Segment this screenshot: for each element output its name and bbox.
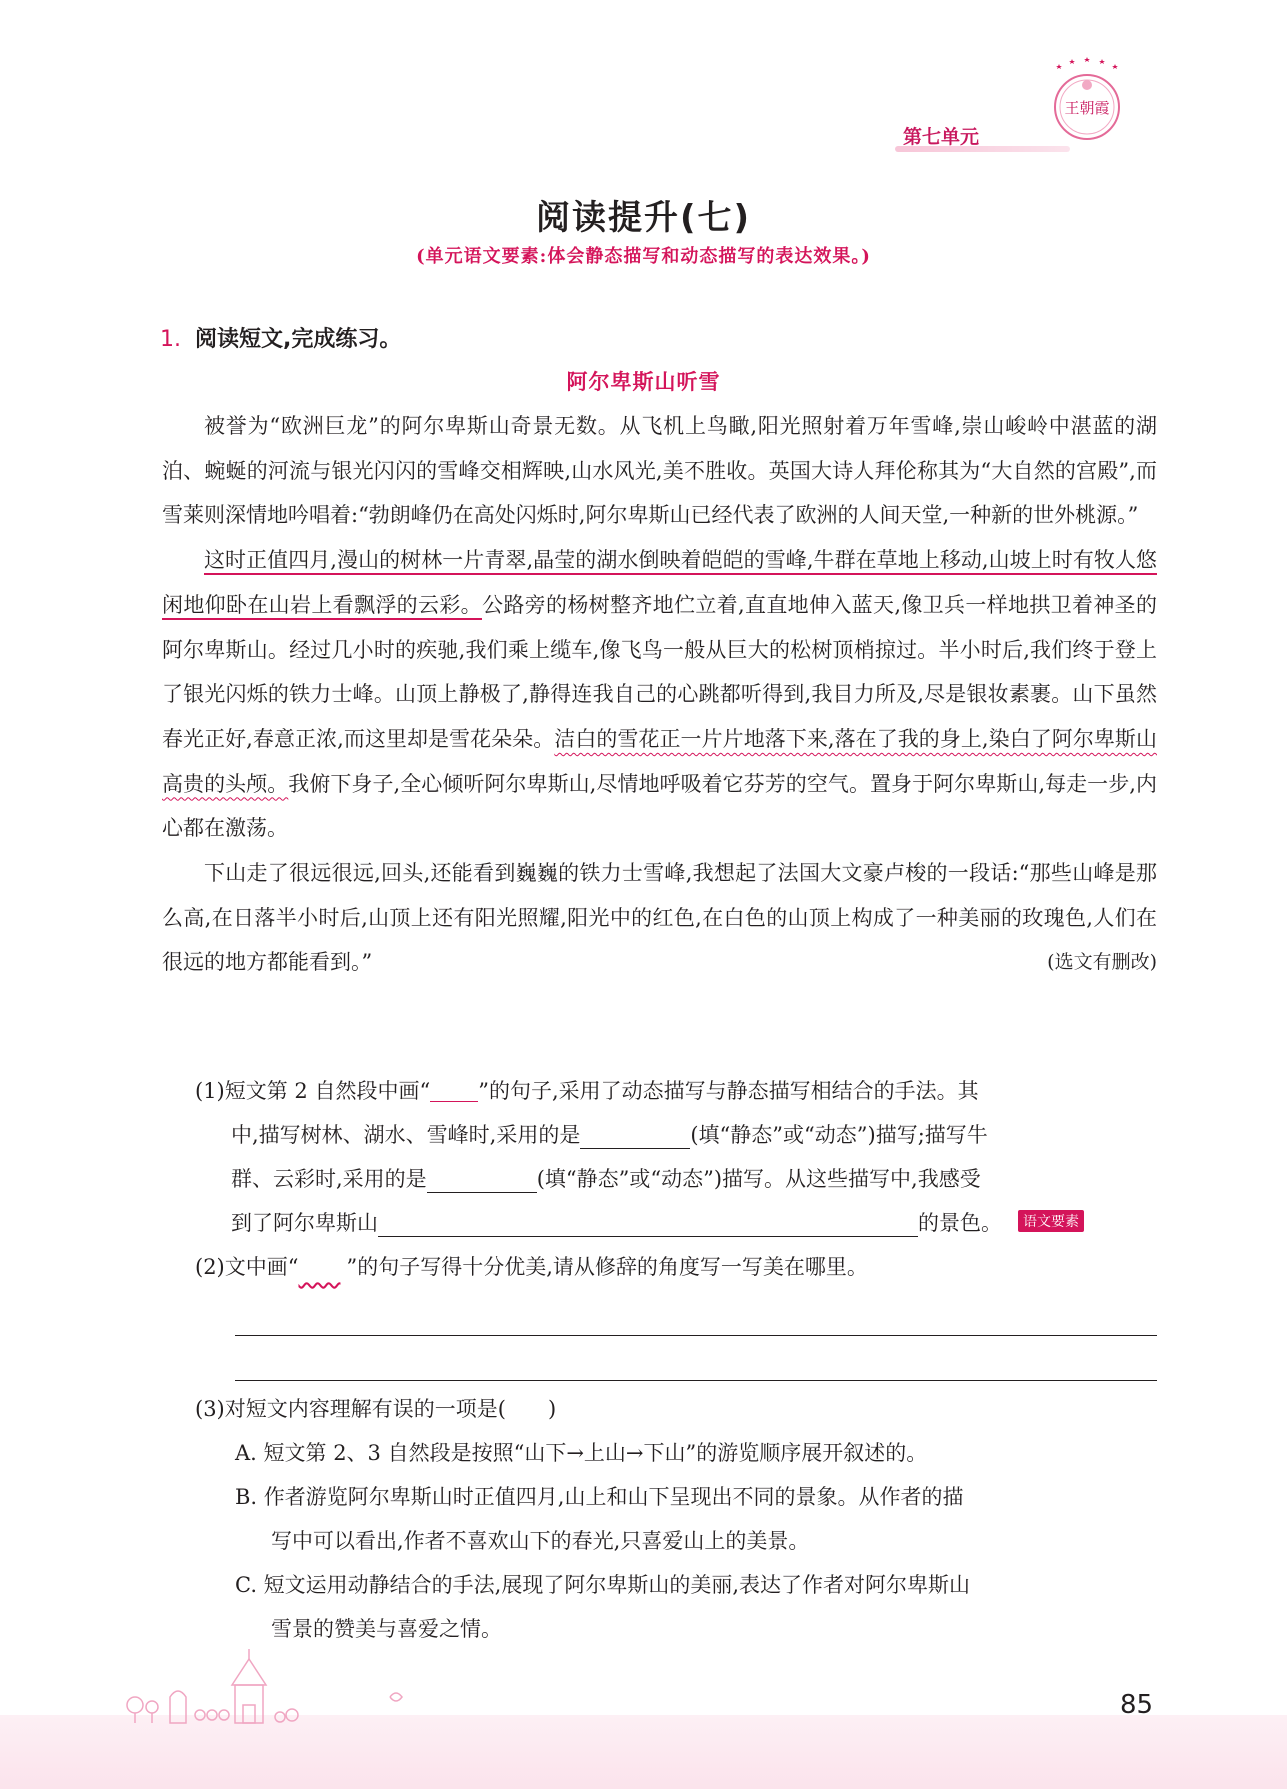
page-number: 85 bbox=[1120, 1690, 1154, 1720]
wavy-underlined-sentence: 洁白的雪花正一片片地落下来,落在了我的身上,染白了阿尔卑斯山高贵的头颅。 bbox=[162, 726, 1157, 796]
page-title: 阅读提升(七) bbox=[535, 198, 752, 238]
wavy-underline-mark bbox=[298, 1255, 346, 1276]
q3-option-a[interactable]: A. 短文第 2、3 自然段是按照“山下→上山→下山”的游览顺序展开叙述的。 bbox=[235, 1441, 928, 1465]
question-prompt: 阅读短文,完成练习。 bbox=[195, 327, 402, 352]
blank-3[interactable] bbox=[378, 1236, 918, 1237]
q3-option-c-cont: 雪景的赞美与喜爱之情。 bbox=[271, 1617, 502, 1641]
story-title: 阿尔卑斯山听雪 bbox=[566, 370, 721, 394]
q2-line: (2)文中画“ ”的句子写得十分优美,请从修辞的角度写一写美在哪里。 bbox=[195, 1255, 868, 1279]
paragraph-2-middle: 公路旁的杨树整齐地伫立着,直直地伸入蓝天,像卫兵一样地拱卫着神圣的阿尔卑斯山。经过几小时的疾驰,我们乘上缆车,像飞鸟一般从巨大的松树顶梢掠过。半小时后,我们终于登上了银光闪烁的铁力士峰。山顶上静极了,静得连我自己的心跳都听得到,我目力所及,尽是银妆素裹。山下虽然春光正好,春意正浓,而这里却是雪花朵朵。 bbox=[162, 592, 1157, 751]
blank-1[interactable] bbox=[580, 1148, 690, 1149]
unit-tag bbox=[895, 122, 1070, 152]
paragraph-2-end: 我俯下身子,全心倾听阿尔卑斯山,尽情地呼吸着它芬芳的空气。置身于阿尔卑斯山,每走一步,内心都在激荡。 bbox=[162, 771, 1157, 841]
q1-line-1: (1)短文第 2 自然段中画“ ”的句子,采用了动态描写与静态描写相结合的手法。其 bbox=[195, 1079, 979, 1103]
unit-key-point: (单元语文要素:体会静态描写和动态描写的表达效果。) bbox=[416, 246, 871, 267]
answer-line-1[interactable] bbox=[235, 1335, 1157, 1336]
question-heading bbox=[160, 322, 401, 353]
source-note: (选文有删改) bbox=[1047, 951, 1157, 974]
question-number: 1. bbox=[160, 327, 181, 352]
paragraph-3-text: 下山走了很远很远,回头,还能看到巍巍的铁力士雪峰,我想起了法国大文豪卢梭的一段话:“那些山峰是那么高,在日落半小时后,山顶上还有阳光照耀,阳光中的红色,在白色的山顶上构成了一种美丽的玫瑰色,人们在很远的地方都能看到。” bbox=[162, 861, 1157, 975]
key-point-badge: 语文要素 bbox=[1018, 1210, 1084, 1232]
q1-line-2: 中,描写树林、湖水、雪峰时,采用的是 (填“静态”或“动态”)描写;描写牛 bbox=[231, 1123, 988, 1147]
paragraph-1: 被誉为“欧洲巨龙”的阿尔卑斯山奇景无数。从飞机上鸟瞰,阳光照射着万年雪峰,崇山峻岭中湛蓝的湖泊、蜿蜒的河流与银光闪闪的雪峰交相辉映,山水风光,美不胜收。英国大诗人拜伦称其为“大自然的宫殿”,而雪莱则深情地吟唱着:“勃朗峰仍在高处闪烁时,阿尔卑斯山已经代表了欧洲的人间天堂,一种新的世外桃源。” bbox=[162, 414, 1157, 528]
underlined-sentence: 这时正值四月,漫山的树林一片青翠,晶莹的湖水倒映着皑皑的雪峰,牛群在草地上移动,山坡上时有牧人悠闲地仰卧在山岩上看飘浮的云彩。 bbox=[162, 548, 1157, 617]
q3-option-c[interactable]: C. 短文运用动静结合的手法,展现了阿尔卑斯山的美丽,表达了作者对阿尔卑斯山 bbox=[235, 1573, 971, 1597]
straight-underline-mark bbox=[430, 1081, 478, 1102]
answer-line-2[interactable] bbox=[235, 1380, 1157, 1381]
unit-label: 第七单元 bbox=[903, 126, 980, 148]
paragraph-2 bbox=[162, 538, 1157, 851]
q3-stem: (3)对短文内容理解有误的一项是( ) bbox=[195, 1397, 557, 1421]
castle-decoration-icon bbox=[120, 1645, 440, 1725]
article-body bbox=[162, 404, 1157, 985]
q3-option-b-cont: 写中可以看出,作者不喜欢山下的春光,只喜爱山上的美景。 bbox=[271, 1529, 810, 1553]
q1-line-4: 到了阿尔卑斯山 的景色。 语文要素 bbox=[231, 1207, 1084, 1237]
q3-option-b[interactable]: B. 作者游览阿尔卑斯山时正值四月,山上和山下呈现出不同的景象。从作者的描 bbox=[235, 1485, 964, 1509]
blank-2[interactable] bbox=[427, 1192, 537, 1193]
q1-line-3: 群、云彩时,采用的是 (填“静态”或“动态”)描写。从这些描写中,我感受 bbox=[231, 1167, 981, 1191]
paragraph-3 bbox=[162, 851, 1157, 985]
svg-text:王朝霞: 王朝霞 bbox=[1064, 99, 1110, 117]
footer-band bbox=[0, 1715, 1287, 1789]
